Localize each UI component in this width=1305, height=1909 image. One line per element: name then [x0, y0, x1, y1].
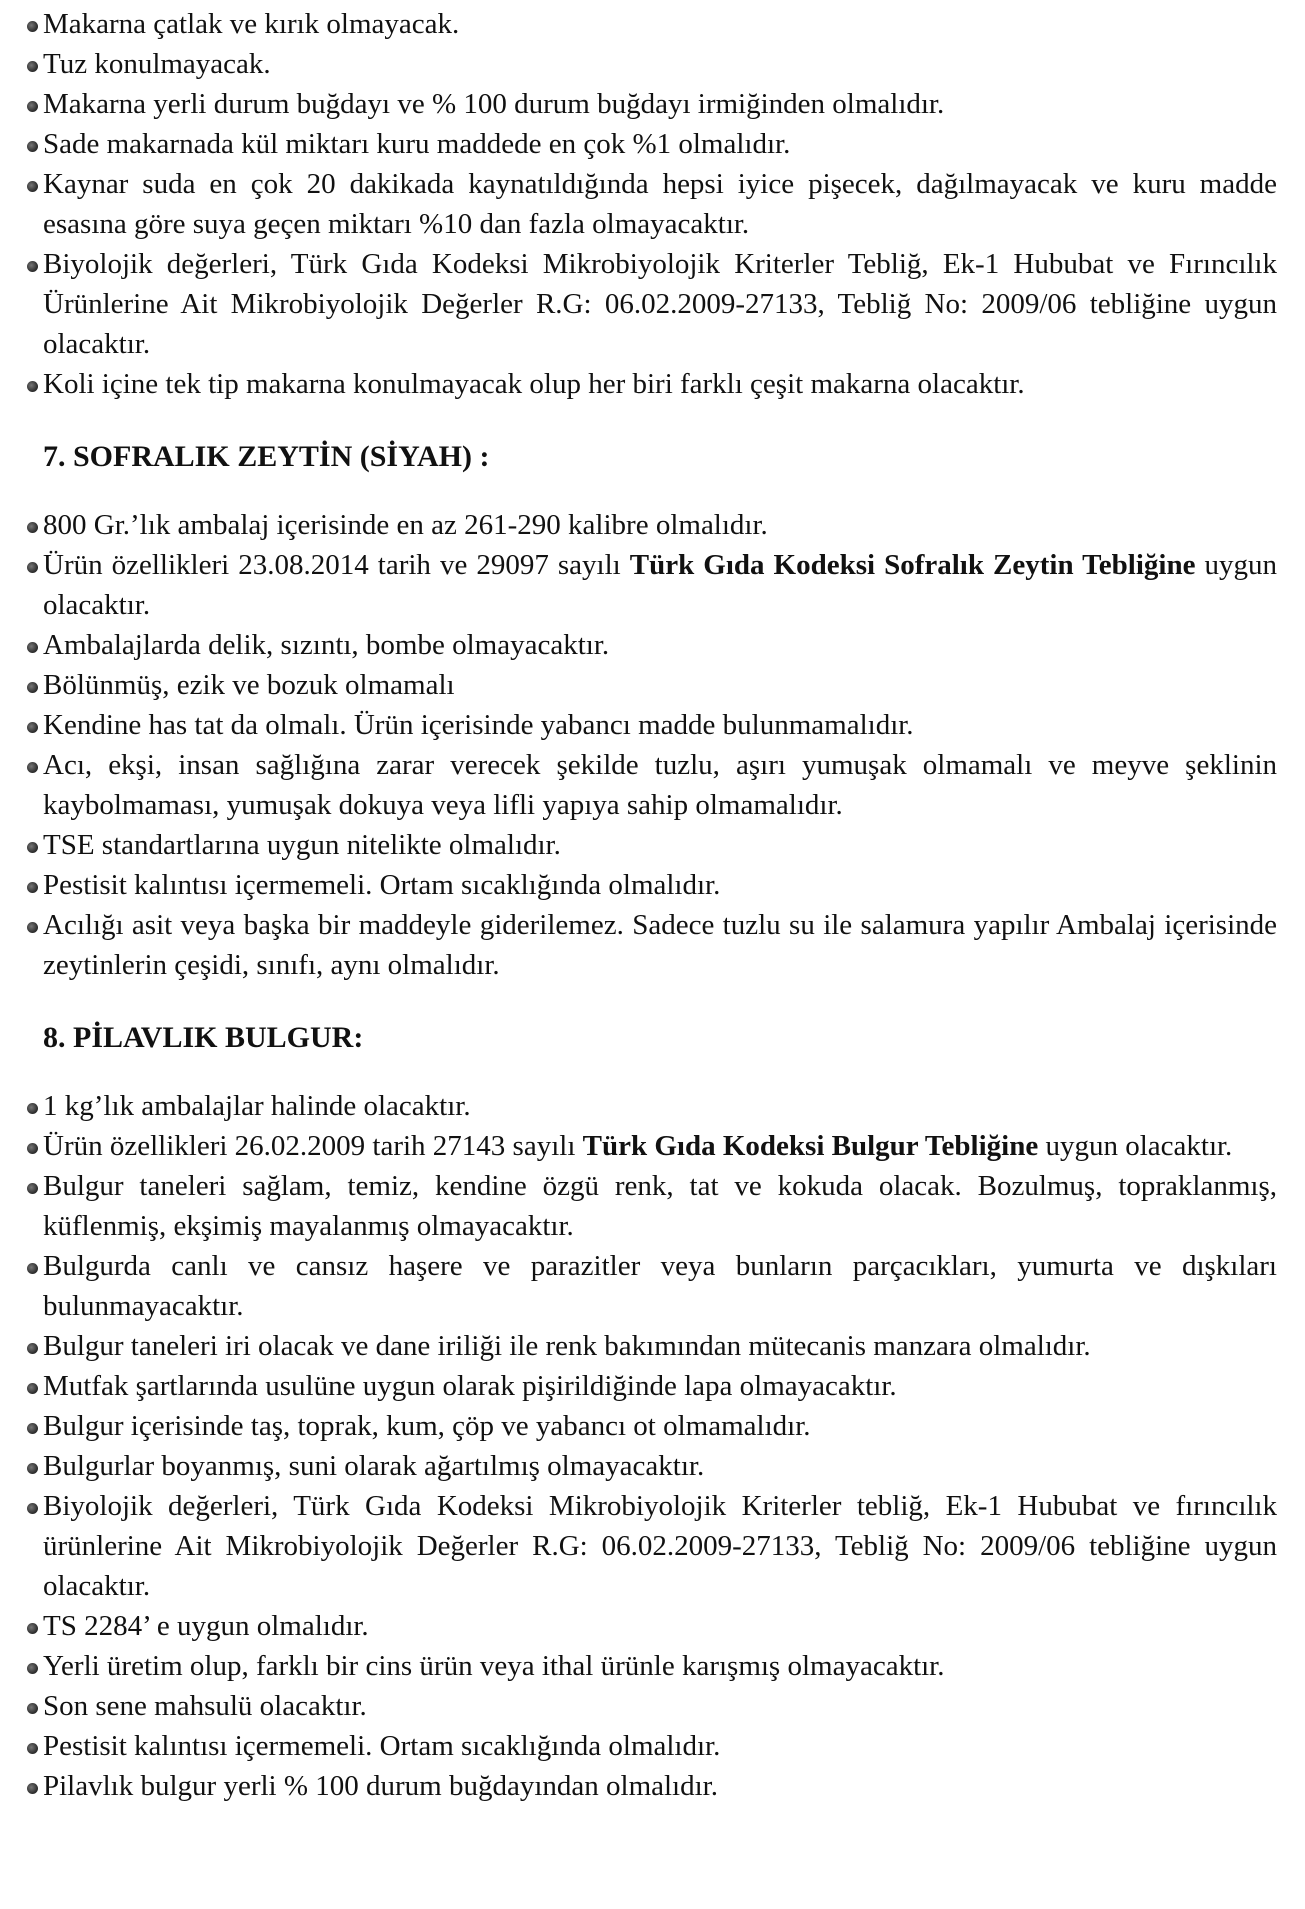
bullet-icon [27, 381, 38, 392]
regulation-name: Türk Gıda Kodeksi Sofralık Zeytin Tebliğine [629, 549, 1196, 581]
bullet-icon [27, 1143, 38, 1154]
list-item: Kendine has tat da olmalı. Ürün içerisinde yabancı madde bulunmamalıdır. [27, 705, 1277, 745]
bullet-icon [27, 61, 38, 72]
list-item: Bulgurda canlı ve cansız haşere ve parazitler veya bunların parçacıkları, yumurta ve dışkıları bulunmayacaktır. [27, 1246, 1277, 1326]
list-item: Pestisit kalıntısı içermemeli. Ortam sıcaklığında olmalıdır. [27, 865, 1277, 905]
bullet-icon [27, 522, 38, 533]
makarna-list [27, 4, 1277, 404]
list-item: Tuz konulmayacak. [27, 44, 1277, 84]
list-item: Acı, ekşi, insan sağlığına zarar verecek şekilde tuzlu, aşırı yumuşak olmamalı ve meyve şeklinin kaybolmaması, yumuşak dokuya veya lifli yapıya sahip olmamalıdır. [27, 745, 1277, 825]
bullet-icon [27, 1463, 38, 1474]
list-item: Acılığı asit veya başka bir maddeyle giderilemez. Sadece tuzlu su ile salamura yapılır Ambalaj içerisinde zeytinlerin çeşidi, sınıfı, aynı olmalıdır. [27, 905, 1277, 985]
list-item: 800 Gr.’lık ambalaj içerisinde en az 261-290 kalibre olmalıdır. [27, 505, 1277, 545]
list-item: Mutfak şartlarında usulüne uygun olarak pişirildiğinde lapa olmayacaktır. [27, 1366, 1277, 1406]
list-item: Ambalajlarda delik, sızıntı, bombe olmayacaktır. [27, 625, 1277, 665]
list-item: Pestisit kalıntısı içermemeli. Ortam sıcaklığında olmalıdır. [27, 1726, 1277, 1766]
bullet-icon [27, 562, 38, 573]
bullet-icon [27, 642, 38, 653]
list-item: 1 kg’lık ambalajlar halinde olacaktır. [27, 1086, 1277, 1126]
bullet-icon [27, 1183, 38, 1194]
bullet-icon [27, 101, 38, 112]
document-page [27, 4, 1277, 1806]
bullet-icon [27, 1503, 38, 1514]
bullet-icon [27, 1743, 38, 1754]
bullet-icon [27, 1103, 38, 1114]
list-item: Ürün özellikleri 26.02.2009 tarih 27143 sayılı Türk Gıda Kodeksi Bulgur Tebliğine uygun olacaktır. [27, 1126, 1277, 1166]
bullet-icon [27, 1343, 38, 1354]
list-item: Bulgur taneleri iri olacak ve dane iriliği ile renk bakımından mütecanis manzara olmalıdır. [27, 1326, 1277, 1366]
list-item: Pilavlık bulgur yerli % 100 durum buğdayından olmalıdır. [27, 1766, 1277, 1806]
list-item: TSE standartlarına uygun nitelikte olmalıdır. [27, 825, 1277, 865]
list-item: Sade makarnada kül miktarı kuru maddede en çok %1 olmalıdır. [27, 124, 1277, 164]
list-item: TS 2284’ e uygun olmalıdır. [27, 1606, 1277, 1646]
bullet-icon [27, 1663, 38, 1674]
list-item: Bulgur içerisinde taş, toprak, kum, çöp ve yabancı ot olmamalıdır. [27, 1406, 1277, 1446]
section-heading-zeytin: 7. SOFRALIK ZEYTİN (SİYAH) : [43, 440, 490, 473]
section-heading-bulgur: 8. PİLAVLIK BULGUR: [43, 1021, 364, 1054]
bullet-icon [27, 261, 38, 272]
zeytin-list [27, 505, 1277, 985]
list-item: Bölünmüş, ezik ve bozuk olmamalı [27, 665, 1277, 705]
bullet-icon [27, 762, 38, 773]
bullet-icon [27, 842, 38, 853]
bullet-icon [27, 1623, 38, 1634]
list-item: Kaynar suda en çok 20 dakikada kaynatıldığında hepsi iyice pişecek, dağılmayacak ve kuru madde esasına göre suya geçen miktarı %10 dan fazla olmayacaktır. [27, 164, 1277, 244]
bullet-icon [27, 1383, 38, 1394]
list-item: Son sene mahsulü olacaktır. [27, 1686, 1277, 1726]
bullet-icon [27, 181, 38, 192]
list-item: Ürün özellikleri 23.08.2014 tarih ve 29097 sayılı Türk Gıda Kodeksi Sofralık Zeytin Tebliğine uygun olacaktır. [27, 545, 1277, 625]
list-item: Yerli üretim olup, farklı bir cins ürün veya ithal ürünle karışmış olmayacaktır. [27, 1646, 1277, 1686]
bullet-icon [27, 21, 38, 32]
list-item: Biyolojik değerleri, Türk Gıda Kodeksi Mikrobiyolojik Kriterler Tebliğ, Ek-1 Hububat ve Fırıncılık Ürünlerine Ait Mikrobiyolojik Değerler R.G: 06.02.2009-27133, Tebliğ No: 2009/06 tebliğine uygun olacaktır. [27, 244, 1277, 364]
list-item: Makarna çatlak ve kırık olmayacak. [27, 4, 1277, 44]
list-item: Bulgur taneleri sağlam, temiz, kendine özgü renk, tat ve kokuda olacak. Bozulmuş, topraklanmış, küflenmiş, ekşimiş mayalanmış olmayacaktır. [27, 1166, 1277, 1246]
bullet-icon [27, 1423, 38, 1434]
regulation-name: Türk Gıda Kodeksi Bulgur Tebliğine [582, 1130, 1039, 1162]
bullet-icon [27, 882, 38, 893]
bullet-icon [27, 1703, 38, 1714]
bullet-icon [27, 722, 38, 733]
list-item: Bulgurlar boyanmış, suni olarak ağartılmış olmayacaktır. [27, 1446, 1277, 1486]
list-item: Biyolojik değerleri, Türk Gıda Kodeksi Mikrobiyolojik Kriterler tebliğ, Ek-1 Hububat ve fırıncılık ürünlerine Ait Mikrobiyolojik Değerler R.G: 06.02.2009-27133, Tebliğ No: 2009/06 tebliğine uygun olacaktır. [27, 1486, 1277, 1606]
bullet-icon [27, 922, 38, 933]
bullet-icon [27, 682, 38, 693]
list-item: Makarna yerli durum buğdayı ve % 100 durum buğdayı irmiğinden olmalıdır. [27, 84, 1277, 124]
bullet-icon [27, 1783, 38, 1794]
list-item: Koli içine tek tip makarna konulmayacak olup her biri farklı çeşit makarna olacaktır. [27, 364, 1277, 404]
bullet-icon [27, 1263, 38, 1274]
bulgur-list [27, 1086, 1277, 1806]
bullet-icon [27, 141, 38, 152]
